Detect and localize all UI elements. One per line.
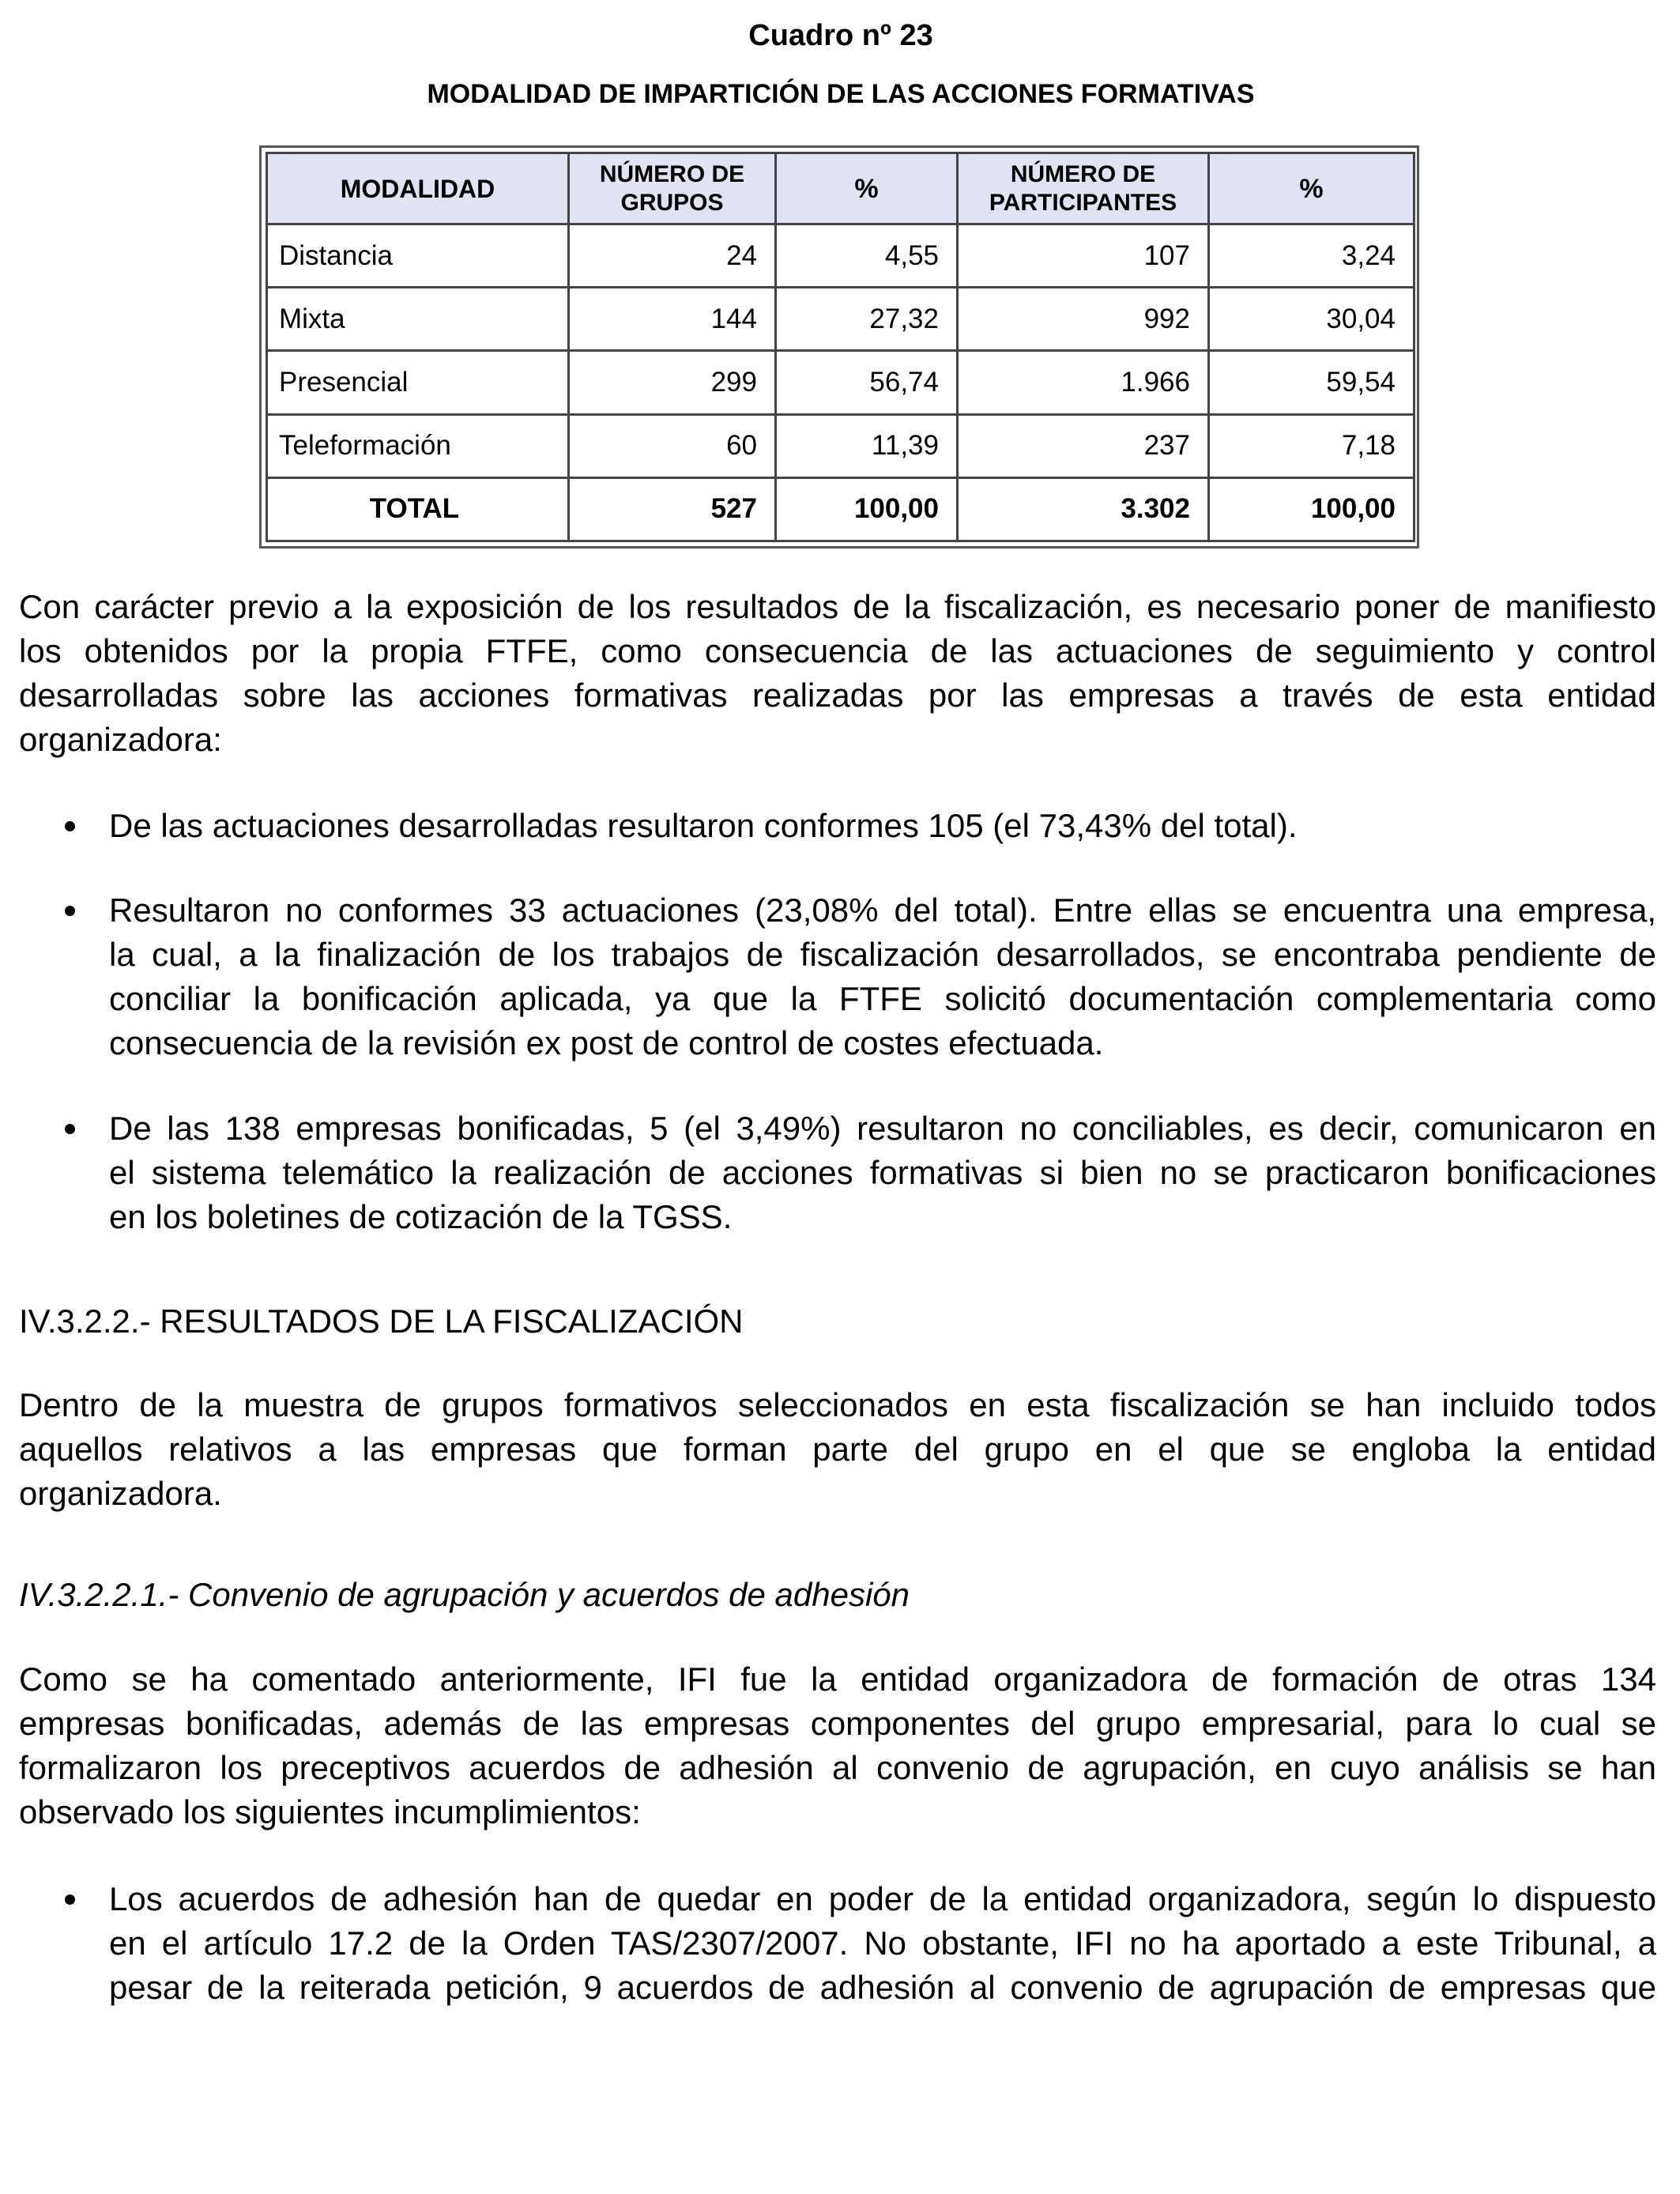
bullet-line: De las actuaciones desarrolladas resultaron conformes 105 (el 73,43% del total).	[109, 807, 1298, 844]
cell-pct-grupos: 56,74	[776, 351, 958, 414]
cell-grupos: 299	[569, 351, 776, 414]
cuadro-title: Cuadro nº 23	[748, 19, 933, 52]
bullet-line: la cual, a la finalización de los trabajos de fiscalización desarrollados, se encontraba pendiente de	[109, 936, 1656, 973]
intro-paragraph	[19, 585, 1656, 762]
bullet-dot	[65, 821, 75, 831]
cell-participantes: 1.966	[958, 351, 1209, 414]
paragraph-line: Con carácter previo a la exposición de los resultados de la fiscalización, es necesario poner de manifiesto	[19, 588, 1656, 625]
bullet-line: pesar de la reiterada petición, 9 acuerdos de adhesión al convenio de agrupación de empresas que	[109, 1969, 1656, 2006]
cell-total-participantes: 3.302	[958, 477, 1209, 541]
cell-total-label: TOTAL	[267, 477, 569, 541]
cell-pct-grupos: 27,32	[776, 288, 958, 351]
paragraph-line: los obtenidos por la propia FTFE, como consecuencia de las actuaciones de seguimiento y control	[19, 632, 1656, 669]
cuadro-subtitle: MODALIDAD DE IMPARTICIÓN DE LAS ACCIONES FORMATIVAS	[427, 79, 1255, 109]
table-row	[267, 414, 1414, 477]
cell-pct-participantes: 30,04	[1209, 288, 1414, 351]
bullet-text	[109, 804, 1656, 848]
bullet-line: consecuencia de la revisión ex post de control de costes efectuada.	[109, 1024, 1104, 1061]
cell-participantes: 237	[958, 414, 1209, 477]
paragraph-line: formalizaron los preceptivos acuerdos de adhesión al convenio de agrupación, en cuyo análisis se han	[19, 1749, 1656, 1786]
paragraph-line: Como se ha comentado anteriormente, IFI fue la entidad organizadora de formación de otras 134	[19, 1661, 1656, 1698]
cell-modalidad: Teleformación	[267, 414, 569, 477]
paragraph-line: empresas bonificadas, además de las empresas componentes del grupo empresarial, para lo cual se	[19, 1705, 1656, 1742]
bullet-dot	[65, 1894, 75, 1905]
table-row	[267, 224, 1414, 288]
cell-grupos: 144	[569, 288, 776, 351]
paragraph-line: desarrolladas sobre las acciones formativas realizadas por las empresas a través de esta entidad	[19, 677, 1656, 714]
bullet-text	[109, 888, 1656, 1065]
table-total-row	[267, 477, 1414, 541]
bullet-dot	[65, 906, 75, 916]
header-pct-grupos: %	[776, 153, 958, 224]
cell-modalidad: Mixta	[267, 288, 569, 351]
cell-modalidad: Presencial	[267, 351, 569, 414]
bullet-text	[109, 1877, 1656, 2010]
cell-grupos: 24	[569, 224, 776, 288]
bullet-dot	[65, 1124, 75, 1134]
cell-total-grupos: 527	[569, 477, 776, 541]
header-modalidad: MODALIDAD	[267, 153, 569, 224]
section1-paragraph	[19, 1383, 1656, 1516]
modalidad-table	[266, 152, 1415, 542]
bullet-line: Resultaron no conformes 33 actuaciones (23,08% del total). Entre ellas se encuentra una empresa,	[109, 892, 1656, 929]
subsection-heading: IV.3.2.2.1.- Convenio de agrupación y acuerdos de adhesión	[19, 1576, 910, 1613]
cell-pct-participantes: 3,24	[1209, 224, 1414, 288]
paragraph-line: observado los siguientes incumplimientos:	[19, 1793, 641, 1830]
header-participantes-line1: NÚMERO DE	[1010, 160, 1156, 187]
table-row	[267, 351, 1414, 414]
cell-grupos: 60	[569, 414, 776, 477]
header-pct-participantes: %	[1209, 153, 1414, 224]
bullet-line: conciliar la bonificación aplicada, ya que la FTFE solicitó documentación complementaria como	[109, 980, 1656, 1017]
cell-pct-grupos: 11,39	[776, 414, 958, 477]
header-participantes-line2: PARTICIPANTES	[989, 189, 1177, 216]
bullet-line: en los boletines de cotización de la TGSS.	[109, 1198, 733, 1235]
table-header-row	[267, 153, 1414, 224]
header-numero-grupos	[569, 153, 776, 224]
paragraph-line: organizadora:	[19, 721, 222, 758]
paragraph-line: organizadora.	[19, 1475, 222, 1512]
bullet-line: el sistema telemático la realización de acciones formativas si bien no se practicaron bonificaciones	[109, 1154, 1656, 1191]
header-grupos-line2: GRUPOS	[620, 189, 724, 216]
cell-pct-participantes: 59,54	[1209, 351, 1414, 414]
bullet-text	[109, 1106, 1656, 1239]
bullet-line: Los acuerdos de adhesión han de quedar en poder de la entidad organizadora, según lo dispuesto	[109, 1880, 1656, 1917]
cell-participantes: 107	[958, 224, 1209, 288]
header-grupos-line1: NÚMERO DE	[599, 160, 745, 187]
header-numero-participantes	[958, 153, 1209, 224]
cell-pct-grupos: 4,55	[776, 224, 958, 288]
table-row	[267, 288, 1414, 351]
paragraph-line: Dentro de la muestra de grupos formativos seleccionados en esta fiscalización se han incluido todos	[19, 1386, 1656, 1423]
bullet-line: De las 138 empresas bonificadas, 5 (el 3,49%) resultaron no conciliables, es decir, comunicaron en	[109, 1110, 1656, 1147]
section2-paragraph	[19, 1657, 1656, 1834]
cell-pct-participantes: 7,18	[1209, 414, 1414, 477]
cell-total-pct-grupos: 100,00	[776, 477, 958, 541]
section-heading: IV.3.2.2.- RESULTADOS DE LA FISCALIZACIÓN	[19, 1302, 744, 1340]
modalidad-table-frame	[259, 145, 1419, 548]
bullet-line: en el artículo 17.2 de la Orden TAS/2307/2007. No obstante, IFI no ha aportado a este Tribunal, a	[109, 1924, 1656, 1962]
cell-modalidad: Distancia	[267, 224, 569, 288]
paragraph-line: aquellos relativos a las empresas que forman parte del grupo en el que se engloba la entidad	[19, 1431, 1656, 1468]
cell-participantes: 992	[958, 288, 1209, 351]
cell-total-pct-participantes: 100,00	[1209, 477, 1414, 541]
